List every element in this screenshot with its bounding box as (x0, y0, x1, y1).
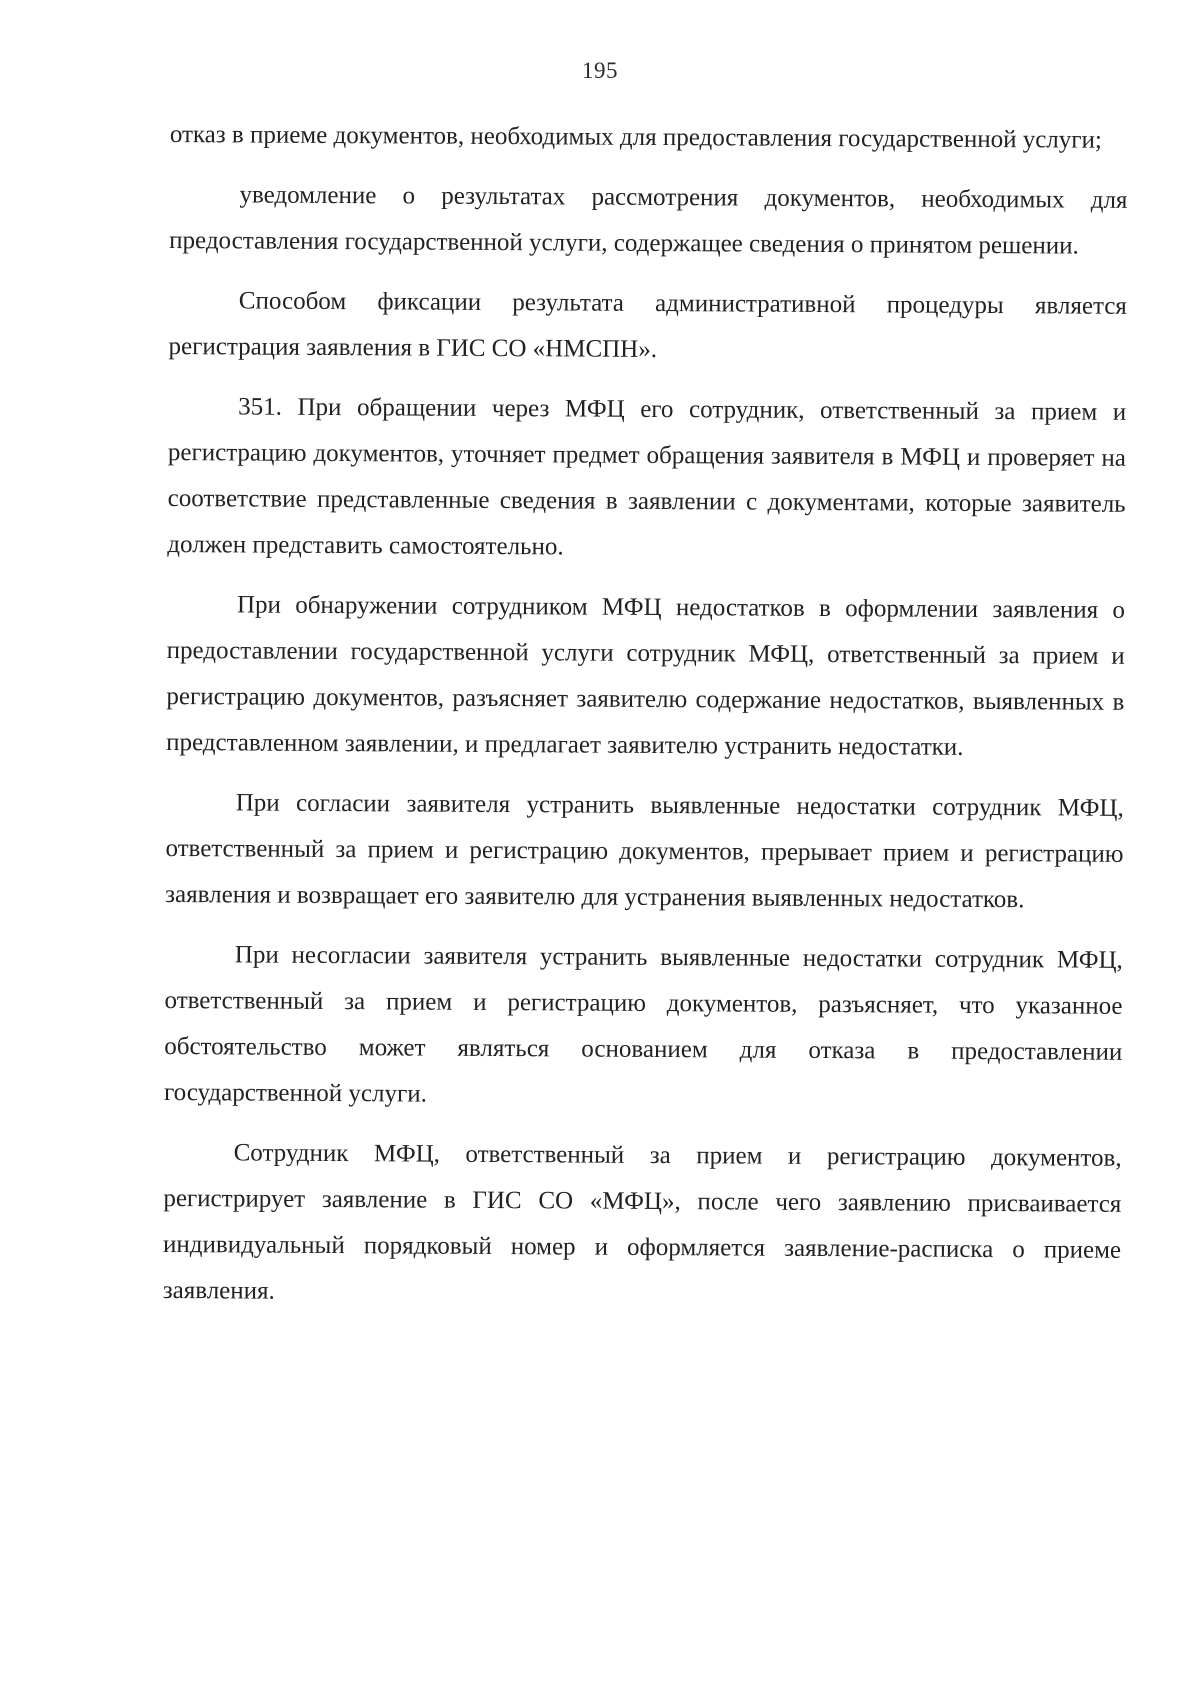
page-number: 195 (582, 58, 618, 83)
paragraph-deficiencies-found: При обнаружении сотрудником МФЦ недостатков в оформлении заявления о предоставлении государственной услуги сотрудник МФЦ, ответственный за прием и регистрацию документов, разъясняет заявителю содержание недостатков, выявленных в представленном заявлении, и предлагает заявителю устранить недостатки. (166, 591, 1126, 761)
paragraph-applicant-disagrees: При несогласии заявителя устранить выявленные недостатки сотрудник МФЦ, ответственный за прием и регистрацию документов, разъясняет, что указанное обстоятельство может являться основанием для отказа в предоставлении государственной услуги. (163, 941, 1123, 1108)
paragraph-refusal-item: отказ в приеме документов, необходимых для предоставления государственной услуги; (169, 120, 1102, 154)
paragraph-notification-item: уведомление о результатах рассмотрения документов, необходимых для предоставления государственной услуги, содержащее сведения о принятом решении. (169, 181, 1128, 260)
document-body (163, 112, 1128, 1334)
paragraph-registration: Сотрудник МФЦ, ответственный за прием и регистрацию документов, регистрирует заявление в ГИС СО «МФЦ», после чего заявлению присваивается индивидуальный порядковый номер и оформляется заявление-расписка о приеме заявления. (162, 1139, 1122, 1305)
paragraph-351: 351. При обращении через МФЦ его сотрудник, ответственный за прием и регистрацию документов, уточняет предмет обращения заявителя в МФЦ и проверяет на соответствие представленные сведения в заявлении с документами, которые заявитель должен представить самостоятельно. (167, 393, 1127, 561)
paragraph-fixation-method: Способом фиксации результата административной процедуры является регистрация заявления в ГИС СО «НМСПН». (168, 287, 1127, 363)
paragraph-applicant-agrees: При согласии заявителя устранить выявленные недостатки сотрудник МФЦ, ответственный за прием и регистрацию документов, прерывает прием и регистрацию заявления и возвращает его заявителю для устранения выявленных недостатков. (165, 789, 1124, 914)
